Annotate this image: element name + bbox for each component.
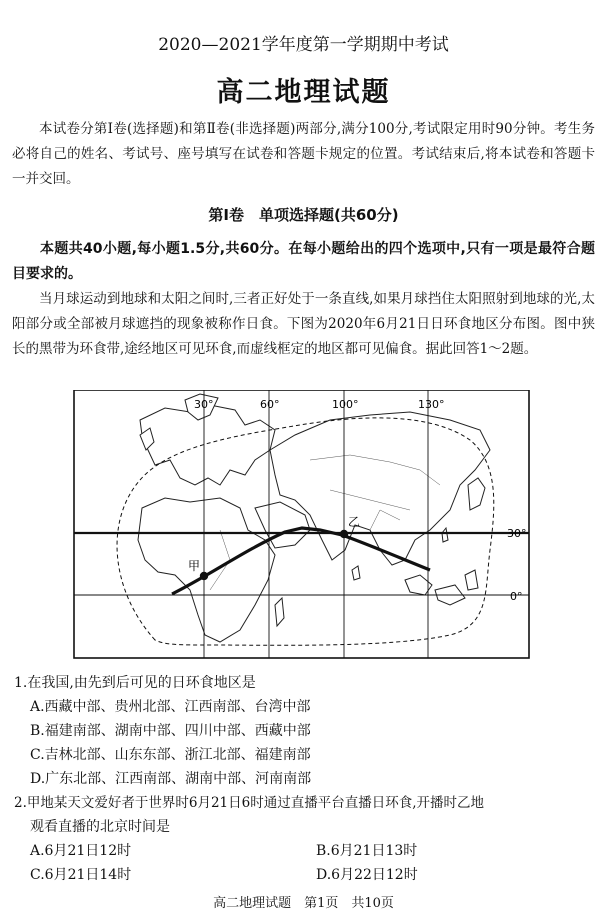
solar-eclipse-map xyxy=(70,390,536,660)
lon-label-100: 100° xyxy=(332,398,359,411)
point-jia-label: 甲 xyxy=(188,559,201,573)
question-1-stem: 1.在我国,由先到后可见的日环食地区是 xyxy=(14,675,256,691)
lon-label-30: 30° xyxy=(194,398,214,411)
lat-label-0: 0° xyxy=(510,590,523,603)
question-1-option-d[interactable]: D.广东北部、江西南部、湖南中部、河南南部 xyxy=(30,771,312,787)
section-instruction: 本题共40小题,每小题1.5分,共60分。在每小题给出的四个选项中,只有一项是最符合题目要求的。 xyxy=(12,241,595,282)
lat-label-30: 30° xyxy=(507,527,527,540)
question-2-stem-line1: 2.甲地某天文爱好者于世界时6月21日6时通过直播平台直播日环食,开播时乙地 xyxy=(14,795,485,811)
subject-title: 高二地理试题 xyxy=(216,77,391,108)
point-jia-marker xyxy=(200,572,208,580)
question-1-option-a[interactable]: A.西藏中部、贵州北部、江西南部、台湾中部 xyxy=(30,699,311,715)
point-yi-marker xyxy=(340,530,348,538)
intro-paragraph: 本试卷分第Ⅰ卷(选择题)和第Ⅱ卷(非选择题)两部分,满分100分,考试限定用时90分钟。考生务必将自己的姓名、考试号、座号填写在试卷和答题卡规定的位置。考试结束后,将本试卷和答题卡一并交回。 xyxy=(12,121,595,187)
question-2-stem-line2: 观看直播的北京时间是 xyxy=(30,819,170,835)
exam-year-title: 2020—2021学年度第一学期期中考试 xyxy=(158,35,449,55)
question-1-option-c[interactable]: C.吉林北部、山东东部、浙江北部、福建南部 xyxy=(30,747,311,763)
question-2-option-b[interactable]: B.6月21日13时 xyxy=(316,843,418,859)
page-footer: 高二地理试题 第1页 共10页 xyxy=(213,896,394,911)
lon-label-60: 60° xyxy=(260,398,280,411)
question-2-option-d[interactable]: D.6月22日12时 xyxy=(316,867,418,883)
point-yi-label: 乙 xyxy=(348,515,361,529)
section-title: 第Ⅰ卷 单项选择题(共60分) xyxy=(208,206,399,224)
question-1-option-b[interactable]: B.福建南部、湖南中部、四川中部、西藏中部 xyxy=(30,723,311,739)
passage-paragraph: 当月球运动到地球和太阳之间时,三者正好处于一条直线,如果月球挡住太阳照射到地球的光,太阳部分或全部被月球遮挡的现象被称作日食。下图为2020年6月21日日环食地区分布图。图中狭长的黑带为环食带,途经地区可见环食,而虚线框定的地区都可见偏食。据此回答1～2题。 xyxy=(12,291,595,357)
question-2-option-a[interactable]: A.6月21日12时 xyxy=(30,843,132,859)
lon-label-130: 130° xyxy=(418,398,445,411)
question-2-option-c[interactable]: C.6月21日14时 xyxy=(30,867,132,883)
